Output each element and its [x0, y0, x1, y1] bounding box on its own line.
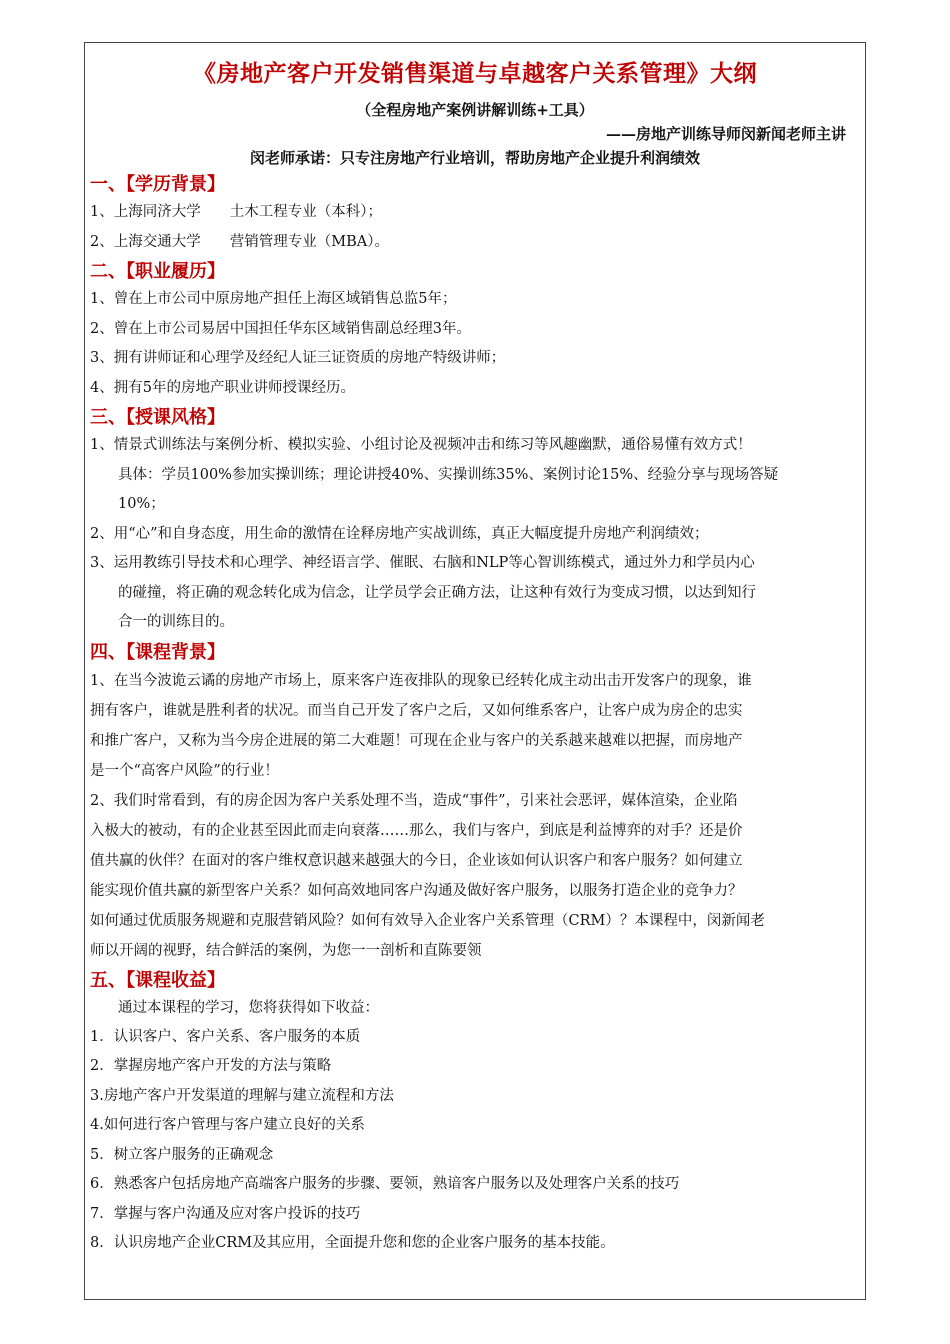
career-item: 4、拥有5年的房地产职业讲师授课经历。	[90, 379, 355, 396]
benefit-item: 7．掌握与客户沟通及应对客户投诉的技巧	[90, 1205, 361, 1222]
teaching-style-item: 2、用“心”和自身态度，用生命的激情在诠释房地产实战训练，真正大幅度提升房地产利润绩效；	[90, 525, 709, 542]
background-line: 和推广客户，又称为当今房企进展的第二大难题！可现在企业与客户的关系越来越难以把握，而房地产	[90, 732, 743, 749]
education-item: 2、上海交通大学 营销管理专业（MBA）。	[90, 233, 389, 250]
benefit-item: 5．树立客户服务的正确观念	[90, 1146, 274, 1163]
section-heading-course-benefits: 五、【课程收益】	[90, 969, 225, 991]
lecturer-byline: ——房地产训练导师闵新闻老师主讲	[605, 125, 846, 143]
benefit-item: 4.如何进行客户管理与客户建立良好的关系	[90, 1117, 365, 1133]
section-heading-career: 二、【职业履历】	[90, 261, 225, 282]
background-line: 1、在当今波诡云谲的房地产市场上，原来客户连夜排队的现象已经转化成主动出击开发客户的现象，谁	[90, 672, 752, 689]
document-title: 《房地产客户开发销售渠道与卓越客户关系管理》大纲	[193, 60, 757, 87]
section-heading-course-background: 四、【课程背景】	[90, 641, 225, 663]
lecturer-promise: 闵老师承诺：只专注房地产行业培训，帮助房地产企业提升利润绩效	[249, 149, 700, 167]
benefit-item: 3.房地产客户开发渠道的理解与建立流程和方法	[90, 1087, 394, 1104]
career-item: 2、曾在上市公司易居中国担任华东区域销售副总经理3年。	[90, 320, 471, 337]
background-line: 入极大的被动，有的企业甚至因此而走向衰落……那么，我们与客户，到底是利益博弈的对手？还是价	[90, 822, 743, 839]
background-line: 2、我们时常看到，有的房企因为客户关系处理不当，造成“事件”，引来社会恶评，媒体渲染，企业陷	[90, 792, 738, 809]
background-line: 师以开阔的视野，结合鲜活的案例，为您一一剖析和直陈要领	[90, 942, 482, 959]
background-line: 能实现价值共赢的新型客户关系？如何高效地同客户沟通及做好客户服务，以服务打造企业的竞争力？	[90, 882, 743, 899]
teaching-style-item: 具体：学员100%参加实操训练；理论讲授40%、实操训练35%、案例讨论15%、经验分享与现场答疑	[118, 466, 779, 483]
teaching-style-item: 10%；	[118, 496, 165, 512]
background-line: 值共赢的伙伴？在面对的客户维权意识越来越强大的今日，企业该如何认识客户和客户服务？如何建立	[90, 852, 743, 869]
teaching-style-item: 合一的训练目的。	[118, 614, 234, 630]
document-subtitle: （全程房地产案例讲解训练+工具）	[356, 101, 594, 119]
teaching-style-item: 1、情景式训练法与案例分析、模拟实验、小组讨论及视频冲击和练习等风趣幽默，通俗易懂有效方式！	[90, 437, 752, 453]
career-item: 1、曾在上市公司中原房地产担任上海区域销售总监5年；	[90, 291, 457, 307]
education-item: 1、上海同济大学 土木工程专业（本科）；	[90, 204, 382, 220]
benefits-intro: 通过本课程的学习，您将获得如下收益：	[118, 999, 379, 1016]
career-item: 3、拥有讲师证和心理学及经纪人证三证资质的房地产特级讲师；	[90, 350, 506, 366]
benefit-item: 2．掌握房地产客户开发的方法与策略	[90, 1058, 332, 1074]
benefit-item: 8．认识房地产企业CRM及其应用，全面提升您和您的企业客户服务的基本技能。	[90, 1235, 615, 1251]
background-line: 如何通过优质服务规避和克服营销风险？如何有效导入企业客户关系管理（CRM）？本课程中，闵新闻老	[90, 912, 765, 929]
background-line: 拥有客户，谁就是胜利者的状况。而当自己开发了客户之后，又如何维系客户，让客户成为房企的忠实	[90, 702, 743, 719]
section-heading-teaching-style: 三、【授课风格】	[90, 407, 225, 428]
benefit-item: 6．熟悉客户包括房地产高端客户服务的步骤、要领，熟谙客户服务以及处理客户关系的技巧	[90, 1176, 680, 1192]
benefit-item: 1．认识客户、客户关系、客户服务的本质	[90, 1028, 361, 1045]
section-heading-education: 一、【学历背景】	[90, 174, 225, 195]
teaching-style-item: 3、运用教练引导技术和心理学、神经语言学、催眠、右脑和NLP等心智训练模式，通过外力和学员内心	[90, 555, 755, 571]
document-body	[90, 56, 860, 1259]
background-line: 是一个“高客户风险”的行业！	[90, 762, 279, 779]
teaching-style-item: 的碰撞，将正确的观念转化成为信念，让学员学会正确方法，让这种有效行为变成习惯，以达到知行	[118, 584, 756, 601]
